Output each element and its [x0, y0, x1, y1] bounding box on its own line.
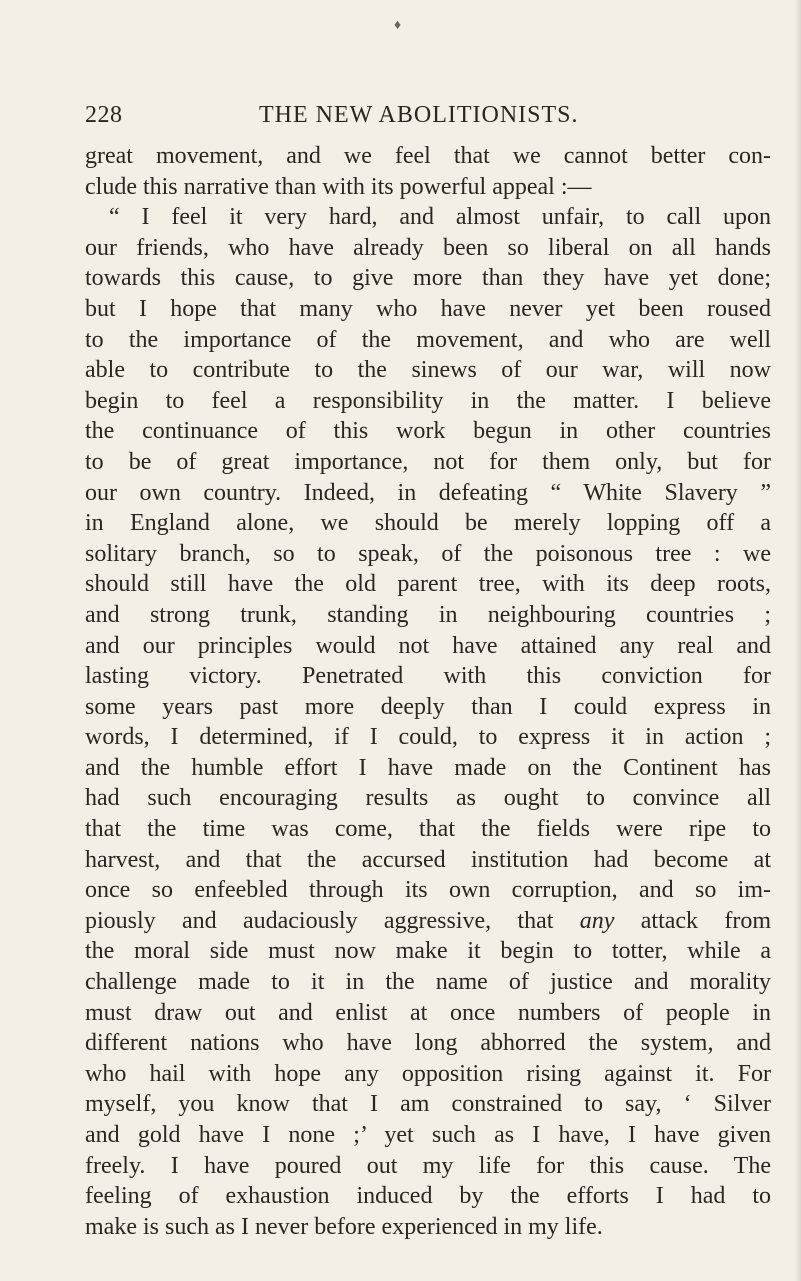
- text-line: solitary branch, so to speak, of the poisonous tree : we: [85, 540, 771, 567]
- text-line: our own country. Indeed, in defeating “ White Slavery ”: [85, 479, 771, 506]
- text-line: had such encouraging results as ought to convince all: [85, 785, 771, 812]
- text-line: make is such as I never before experienced in my life.: [85, 1213, 603, 1240]
- text-line: should still have the old parent tree, with its deep roots,: [85, 571, 771, 598]
- text-line: challenge made to it in the name of justice and morality: [85, 969, 771, 996]
- text-line: the continuance of this work begun in other countries: [85, 418, 771, 445]
- text-line: and the humble effort I have made on the Continent has: [85, 754, 771, 781]
- text-line: words, I determined, if I could, to express it in action ;: [85, 724, 771, 751]
- text-segment: piously and audaciously aggressive, that: [85, 907, 554, 934]
- text-line: clude this narrative than with its powerful appeal :—: [85, 173, 592, 200]
- body-text: [85, 141, 771, 1242]
- text-line: to be of great importance, not for them only, but for: [85, 448, 771, 475]
- text-segment: attack from: [614, 907, 772, 934]
- text-line: harvest, and that the accursed institution had become at: [85, 846, 771, 873]
- text-line: able to contribute to the sinews of our war, will now: [85, 357, 771, 384]
- running-head: [85, 102, 785, 132]
- top-ornament: ♦: [394, 18, 402, 33]
- text-line: once so enfeebled through its own corruption, and so im-: [85, 877, 771, 904]
- text-line: begin to feel a responsibility in the matter. I believe: [85, 387, 771, 414]
- running-title: THE NEW ABOLITIONISTS.: [259, 102, 579, 128]
- text-line: the moral side must now make it begin to totter, while a: [85, 938, 771, 965]
- text-line: must draw out and enlist at once numbers of people in: [85, 999, 771, 1026]
- text-line: freely. I have poured out my life for this cause. The: [85, 1152, 771, 1179]
- text-line: great movement, and we feel that we cannot better con-: [85, 143, 771, 169]
- text-line: who hail with hope any opposition rising against it. For: [85, 1060, 771, 1087]
- text-line: our friends, who have already been so liberal on all hands: [85, 234, 771, 261]
- text-line: towards this cause, to give more than they have yet done;: [85, 265, 771, 292]
- text-line: and gold have I none ;’ yet such as I have, I have given: [85, 1122, 771, 1148]
- text-line: in England alone, we should be merely lopping off a: [85, 510, 771, 537]
- text-line-with-italic: [85, 906, 771, 937]
- text-line: feeling of exhaustion induced by the efforts I had to: [85, 1183, 771, 1210]
- text-line: different nations who have long abhorred the system, and: [85, 1030, 771, 1057]
- text-line: and our principles would not have attained any real and: [85, 632, 771, 659]
- text-line: to the importance of the movement, and who are well: [85, 326, 771, 353]
- text-line: that the time was come, that the fields were ripe to: [85, 816, 771, 843]
- page-edge-shadow: [795, 0, 801, 1281]
- text-line: and strong trunk, standing in neighbouring countries ;: [85, 601, 771, 628]
- text-line: “ I feel it very hard, and almost unfair, to call upon: [109, 204, 771, 231]
- text-line: myself, you know that I am constrained to say, ‘ Silver: [85, 1091, 771, 1118]
- italic-emphasis: any: [579, 907, 615, 934]
- page-number: 228: [85, 102, 123, 128]
- text-line: but I hope that many who have never yet been roused: [85, 295, 771, 322]
- text-line: some years past more deeply than I could express in: [85, 693, 771, 720]
- text-line: lasting victory. Penetrated with this conviction for: [85, 663, 771, 690]
